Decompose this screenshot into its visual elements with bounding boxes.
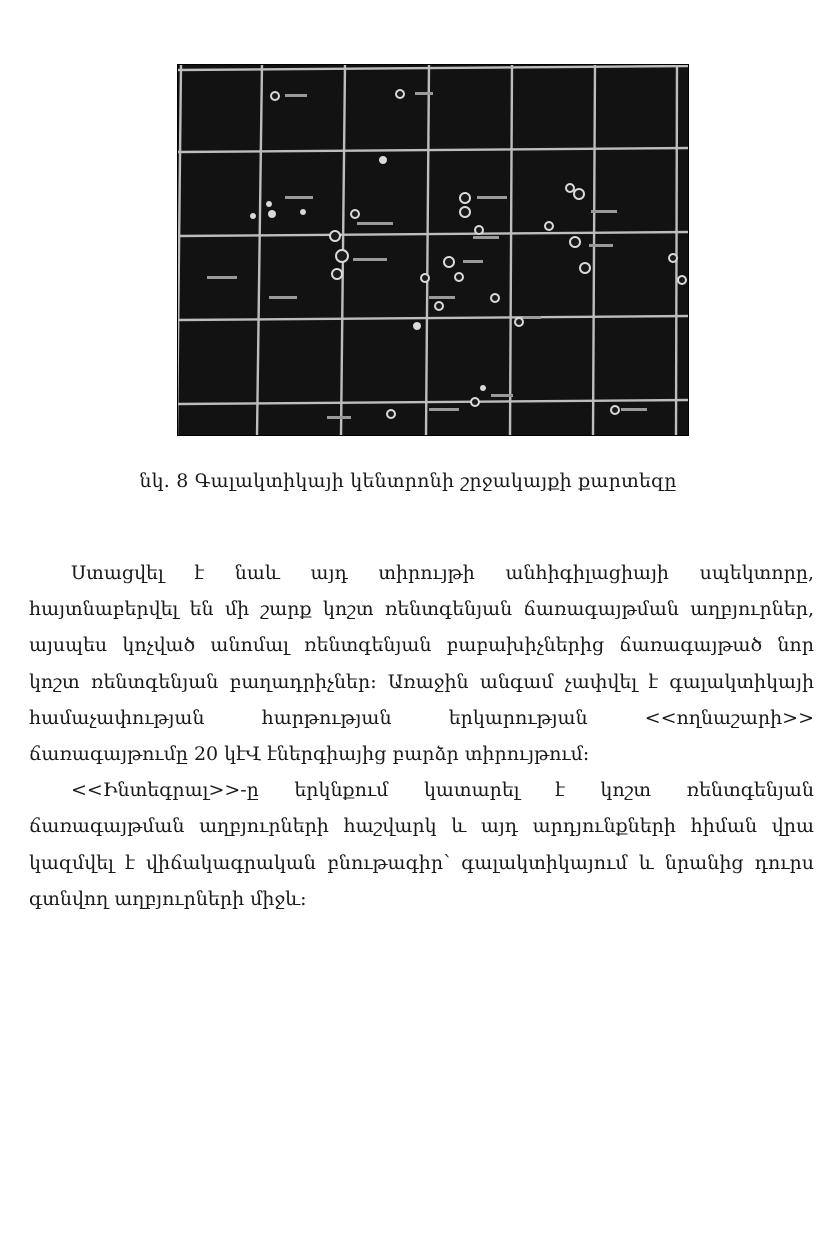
source-label-mark — [523, 316, 541, 319]
source-marker — [271, 92, 279, 100]
grid-line-vertical — [676, 64, 677, 436]
source-label-mark — [327, 416, 351, 419]
source-marker — [669, 254, 677, 262]
paragraph-1: Ստացվել է նաև այդ տիրույթի անհիգիլացիայի սպեկտորը, հայտնաբերվել են մի շարք կոշտ ռենտգենյան ճառագայթման աղբյուրներ, այսպես կոչված անոմալ ռենտգենյան բաբախիչներից ճառագայթած նոր կոշտ ռենտգենյան բաղադրիչներ: Առաջին անգամ չափվել է գալակտիկայի համաչափության հարթության երկարության <<ողնաշարի>> ճառագայթումը 20 կէՎ էներգիայից բարձր տիրույթում: — [29, 562, 814, 766]
source-marker — [266, 201, 272, 207]
source-marker — [351, 210, 359, 218]
source-label-mark — [591, 210, 617, 213]
source-marker — [566, 184, 574, 192]
source-marker — [471, 398, 479, 406]
source-marker — [460, 207, 470, 217]
source-marker — [580, 263, 590, 273]
galactic-center-map — [177, 64, 689, 436]
paragraph-2: <<Ինտեգրալ>>-ը երկնքում կատարել է կոշտ ռենտգենյան ճառագայթման աղբյուրների հաշվարկ և այդ արդյունքների հիման վրա կազմվել է վիճակագրական բնութագիր՝ գալակտիկայում և նրանից դուրս գտնվող աղբյուրների միջև: — [29, 779, 814, 910]
figure-caption: նկ. 8 Գալակտիկայի կենտրոնի շրջակայքի քարտեզը — [139, 470, 677, 492]
source-marker — [444, 257, 454, 267]
source-label-mark — [621, 408, 647, 411]
source-label-mark — [207, 276, 237, 279]
source-marker — [570, 237, 580, 247]
source-marker — [336, 250, 348, 262]
source-marker — [611, 406, 619, 414]
map-background — [177, 64, 689, 436]
source-label-mark — [285, 94, 307, 97]
source-marker — [332, 269, 342, 279]
source-marker — [413, 322, 421, 330]
source-marker — [421, 274, 429, 282]
source-label-mark — [473, 236, 499, 239]
source-marker — [330, 231, 340, 241]
source-marker — [574, 189, 584, 199]
map-image — [177, 64, 689, 436]
source-marker — [491, 294, 499, 302]
source-marker — [379, 156, 387, 164]
source-label-mark — [589, 244, 613, 247]
source-label-mark — [477, 196, 507, 199]
source-marker — [545, 222, 553, 230]
source-marker — [250, 213, 256, 219]
source-label-mark — [353, 258, 387, 261]
body-text — [29, 555, 814, 917]
source-label-mark — [429, 296, 455, 299]
source-marker — [480, 385, 486, 391]
source-label-mark — [429, 408, 459, 411]
source-marker — [455, 273, 463, 281]
source-label-mark — [491, 394, 513, 397]
source-label-mark — [357, 222, 393, 225]
source-marker — [678, 276, 686, 284]
source-label-mark — [415, 92, 433, 95]
source-marker — [396, 90, 404, 98]
source-label-mark — [285, 196, 313, 199]
source-marker — [300, 209, 306, 215]
source-marker — [387, 410, 395, 418]
source-marker — [268, 210, 276, 218]
source-label-mark — [463, 260, 483, 263]
source-label-mark — [269, 296, 297, 299]
source-marker — [515, 318, 523, 326]
source-marker — [435, 302, 443, 310]
source-marker — [475, 226, 483, 234]
source-marker — [460, 193, 470, 203]
